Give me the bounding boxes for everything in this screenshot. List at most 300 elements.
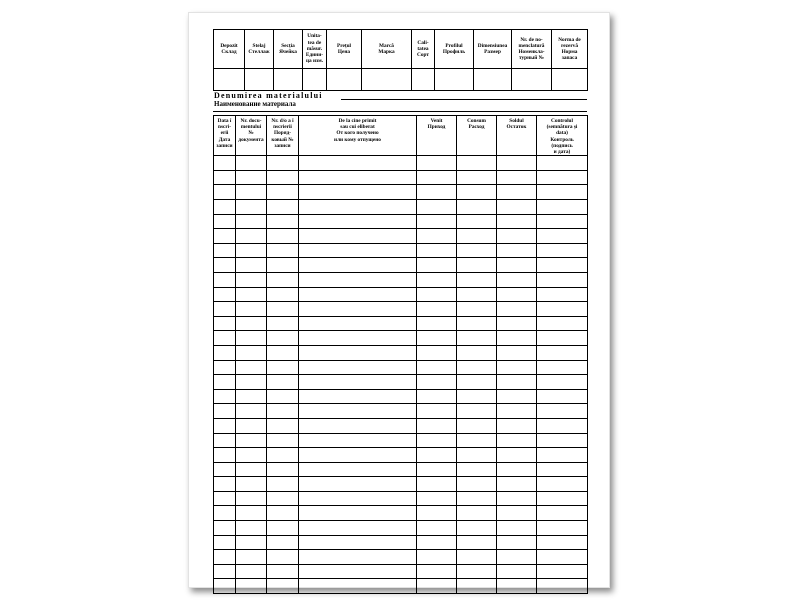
- table-cell[interactable]: [537, 331, 588, 346]
- table-cell[interactable]: [537, 521, 588, 536]
- table-cell[interactable]: [497, 214, 537, 229]
- table-cell[interactable]: [457, 360, 497, 375]
- table-cell[interactable]: [457, 418, 497, 433]
- table-cell[interactable]: [214, 535, 236, 550]
- column-header: [214, 116, 236, 156]
- table-cell[interactable]: [457, 345, 497, 360]
- table-cell[interactable]: [497, 360, 537, 375]
- table-cell[interactable]: [267, 272, 299, 287]
- table-cell[interactable]: [417, 243, 457, 258]
- table-cell[interactable]: [267, 360, 299, 375]
- value-cell[interactable]: [245, 69, 274, 91]
- table-cell[interactable]: [267, 170, 299, 185]
- table-cell[interactable]: [497, 535, 537, 550]
- table-cell[interactable]: [299, 375, 417, 390]
- table-cell[interactable]: [267, 331, 299, 346]
- table-cell[interactable]: [537, 433, 588, 448]
- table-row: [214, 521, 588, 536]
- table-cell[interactable]: [497, 579, 537, 594]
- table-cell[interactable]: [537, 389, 588, 404]
- table-cell[interactable]: [537, 200, 588, 215]
- table-cell[interactable]: [236, 200, 267, 215]
- table-cell[interactable]: [417, 156, 457, 171]
- table-cell[interactable]: [299, 200, 417, 215]
- column-header: [552, 30, 588, 69]
- table-cell[interactable]: [497, 462, 537, 477]
- column-header-line: Норма: [561, 49, 578, 55]
- table-cell[interactable]: [267, 258, 299, 273]
- table-cell[interactable]: [299, 448, 417, 463]
- table-row: [214, 287, 588, 302]
- table-cell[interactable]: [457, 375, 497, 390]
- table-cell[interactable]: [214, 185, 236, 200]
- table-cell[interactable]: [299, 521, 417, 536]
- table-cell[interactable]: [457, 491, 497, 506]
- table-row: [214, 389, 588, 404]
- table-cell[interactable]: [299, 287, 417, 302]
- table-cell[interactable]: [537, 185, 588, 200]
- table-cell[interactable]: [457, 564, 497, 579]
- table-cell[interactable]: [457, 535, 497, 550]
- table-cell[interactable]: [537, 258, 588, 273]
- column-header: [327, 30, 362, 69]
- table-cell[interactable]: [537, 345, 588, 360]
- table-cell[interactable]: [299, 433, 417, 448]
- table-cell[interactable]: [537, 302, 588, 317]
- column-header: [274, 30, 303, 69]
- column-header: [457, 116, 497, 156]
- table-cell[interactable]: [537, 316, 588, 331]
- column-header-line: №: [248, 130, 254, 137]
- column-header-line: Поряд-: [273, 130, 292, 137]
- table-cell[interactable]: [214, 331, 236, 346]
- table-row: [214, 462, 588, 477]
- table-cell[interactable]: [417, 316, 457, 331]
- column-header: [362, 30, 412, 69]
- table-cell[interactable]: [214, 579, 236, 594]
- table-cell[interactable]: [214, 404, 236, 419]
- table-cell[interactable]: [537, 287, 588, 302]
- table-cell[interactable]: [299, 462, 417, 477]
- table-cell[interactable]: [299, 579, 417, 594]
- table-cell[interactable]: [497, 185, 537, 200]
- value-cell[interactable]: [214, 69, 245, 91]
- table-cell[interactable]: [267, 200, 299, 215]
- value-cell[interactable]: [327, 69, 362, 91]
- table-cell[interactable]: [497, 287, 537, 302]
- table-cell[interactable]: [497, 331, 537, 346]
- table-cell[interactable]: [214, 287, 236, 302]
- table-cell[interactable]: [537, 229, 588, 244]
- table-cell[interactable]: [214, 521, 236, 536]
- table-cell[interactable]: [417, 404, 457, 419]
- table-cell[interactable]: [299, 243, 417, 258]
- table-cell[interactable]: [417, 360, 457, 375]
- table-cell[interactable]: [537, 170, 588, 185]
- table-cell[interactable]: [497, 506, 537, 521]
- table-cell[interactable]: [457, 156, 497, 171]
- table-cell[interactable]: [267, 345, 299, 360]
- column-header-line: rezervă: [561, 42, 578, 49]
- table-cell[interactable]: [214, 243, 236, 258]
- column-header-line: Nr. d/o a î: [271, 118, 294, 124]
- table-cell[interactable]: [497, 564, 537, 579]
- table-cell[interactable]: [214, 360, 236, 375]
- value-cell[interactable]: [512, 69, 552, 91]
- table-cell[interactable]: [417, 185, 457, 200]
- table-cell[interactable]: [236, 491, 267, 506]
- table-cell[interactable]: [457, 404, 497, 419]
- table-cell[interactable]: [497, 316, 537, 331]
- table-cell[interactable]: [417, 389, 457, 404]
- table-cell[interactable]: [299, 418, 417, 433]
- table-cell[interactable]: [497, 258, 537, 273]
- table-cell[interactable]: [457, 185, 497, 200]
- table-row: [214, 258, 588, 273]
- table-cell[interactable]: [267, 214, 299, 229]
- table-cell[interactable]: [417, 345, 457, 360]
- column-header-line: Nr. docu-: [240, 118, 262, 124]
- table-row: [214, 302, 588, 317]
- value-cell[interactable]: [552, 69, 588, 91]
- column-header: [236, 116, 267, 156]
- column-header-line: tea de: [307, 39, 322, 46]
- table-cell[interactable]: [457, 477, 497, 492]
- table-cell[interactable]: [417, 564, 457, 579]
- table-cell[interactable]: [417, 521, 457, 536]
- table-cell[interactable]: [417, 579, 457, 594]
- table-cell[interactable]: [417, 331, 457, 346]
- table-cell[interactable]: [457, 258, 497, 273]
- table-cell[interactable]: [497, 550, 537, 565]
- table-cell[interactable]: [299, 258, 417, 273]
- table-cell[interactable]: [417, 200, 457, 215]
- table-cell[interactable]: [236, 477, 267, 492]
- table-cell[interactable]: [267, 185, 299, 200]
- table-cell[interactable]: [497, 243, 537, 258]
- table-cell[interactable]: [299, 535, 417, 550]
- table-cell[interactable]: [457, 170, 497, 185]
- table-cell[interactable]: [236, 535, 267, 550]
- table-cell[interactable]: [299, 491, 417, 506]
- table-cell[interactable]: [537, 506, 588, 521]
- table-cell[interactable]: [236, 229, 267, 244]
- table-cell[interactable]: [236, 448, 267, 463]
- value-cell[interactable]: [274, 69, 303, 91]
- table-cell[interactable]: [497, 345, 537, 360]
- table-cell[interactable]: [214, 550, 236, 565]
- table-cell[interactable]: [537, 418, 588, 433]
- table-cell[interactable]: [214, 156, 236, 171]
- table-cell[interactable]: [236, 506, 267, 521]
- table-cell[interactable]: [299, 389, 417, 404]
- table-cell[interactable]: [497, 448, 537, 463]
- table-cell[interactable]: [214, 389, 236, 404]
- table-cell[interactable]: [267, 156, 299, 171]
- table-cell[interactable]: [537, 360, 588, 375]
- table-cell[interactable]: [267, 462, 299, 477]
- table-cell[interactable]: [214, 433, 236, 448]
- column-header-line: ковый №: [271, 136, 294, 143]
- table-cell[interactable]: [214, 345, 236, 360]
- table-cell[interactable]: [417, 550, 457, 565]
- table-cell[interactable]: [267, 521, 299, 536]
- column-header-line: Nr. de no-: [520, 36, 543, 43]
- column-header-line: Unita-: [307, 33, 322, 40]
- table-cell[interactable]: [236, 243, 267, 258]
- table-cell[interactable]: [267, 535, 299, 550]
- column-header-line: Стеллаж: [248, 49, 270, 55]
- table-cell[interactable]: [497, 404, 537, 419]
- table-cell[interactable]: [457, 550, 497, 565]
- table-cell[interactable]: [457, 316, 497, 331]
- table-cell[interactable]: [214, 272, 236, 287]
- column-header-line: От кого получено: [336, 130, 379, 137]
- table-cell[interactable]: [299, 316, 417, 331]
- table-cell[interactable]: [214, 418, 236, 433]
- table-cell[interactable]: [537, 477, 588, 492]
- column-header-line: или кому отпущено: [334, 136, 381, 143]
- table-cell[interactable]: [236, 214, 267, 229]
- table-cell[interactable]: [497, 375, 537, 390]
- table-cell[interactable]: [267, 477, 299, 492]
- table-cell[interactable]: [497, 302, 537, 317]
- table-cell[interactable]: [214, 258, 236, 273]
- table-cell[interactable]: [214, 214, 236, 229]
- table-cell[interactable]: [457, 506, 497, 521]
- table-cell[interactable]: [267, 418, 299, 433]
- table-cell[interactable]: [267, 229, 299, 244]
- table-cell[interactable]: [417, 535, 457, 550]
- column-header-line: Consum: [467, 118, 486, 124]
- table-cell[interactable]: [267, 433, 299, 448]
- table-cell[interactable]: [457, 287, 497, 302]
- table-cell[interactable]: [236, 185, 267, 200]
- table-cell[interactable]: [267, 375, 299, 390]
- table-row: [214, 360, 588, 375]
- table-cell[interactable]: [457, 521, 497, 536]
- table-cell[interactable]: [236, 345, 267, 360]
- table-cell[interactable]: [537, 491, 588, 506]
- table-cell[interactable]: [537, 404, 588, 419]
- table-cell[interactable]: [299, 156, 417, 171]
- table-cell[interactable]: [537, 156, 588, 171]
- table-cell[interactable]: [214, 564, 236, 579]
- table-cell[interactable]: [417, 506, 457, 521]
- table-cell[interactable]: [537, 243, 588, 258]
- table-cell[interactable]: [497, 156, 537, 171]
- table-cell[interactable]: [537, 214, 588, 229]
- table-cell[interactable]: [236, 331, 267, 346]
- column-header-line: (подпись: [551, 142, 573, 149]
- table-cell[interactable]: [236, 258, 267, 273]
- table-cell[interactable]: [457, 579, 497, 594]
- table-cell[interactable]: [299, 404, 417, 419]
- column-header-line: (semnătura și: [546, 124, 578, 131]
- table-cell[interactable]: [537, 550, 588, 565]
- table-row: [214, 345, 588, 360]
- table-cell[interactable]: [236, 170, 267, 185]
- column-header-line: записи: [216, 142, 233, 149]
- table-cell[interactable]: [299, 360, 417, 375]
- table-cell[interactable]: [537, 448, 588, 463]
- column-header-line: Профиль: [442, 49, 466, 55]
- table-cell[interactable]: [214, 462, 236, 477]
- table-cell[interactable]: [214, 316, 236, 331]
- table-cell[interactable]: [417, 477, 457, 492]
- divider: [213, 111, 587, 112]
- table-cell[interactable]: [537, 564, 588, 579]
- table-cell[interactable]: [497, 229, 537, 244]
- table-cell[interactable]: [299, 477, 417, 492]
- table-cell[interactable]: [267, 491, 299, 506]
- table-cell[interactable]: [537, 462, 588, 477]
- table-cell[interactable]: [267, 448, 299, 463]
- table-cell[interactable]: [236, 316, 267, 331]
- column-header-line: Дата: [218, 136, 231, 143]
- table-cell[interactable]: [457, 272, 497, 287]
- column-header-line: запаса: [561, 55, 578, 62]
- table-cell[interactable]: [417, 375, 457, 390]
- material-name-input-line[interactable]: [341, 99, 587, 100]
- value-cell[interactable]: [362, 69, 412, 91]
- table-cell[interactable]: [299, 170, 417, 185]
- table-cell[interactable]: [457, 302, 497, 317]
- table-cell[interactable]: [299, 272, 417, 287]
- table-cell[interactable]: [236, 521, 267, 536]
- table-cell[interactable]: [267, 287, 299, 302]
- table-cell[interactable]: [497, 170, 537, 185]
- table-cell[interactable]: [417, 433, 457, 448]
- value-cell[interactable]: [412, 69, 435, 91]
- table-cell[interactable]: [236, 302, 267, 317]
- table-cell[interactable]: [417, 418, 457, 433]
- table-cell[interactable]: [417, 229, 457, 244]
- table-cell[interactable]: [267, 243, 299, 258]
- table-cell[interactable]: [417, 302, 457, 317]
- table-row: [214, 331, 588, 346]
- table-cell[interactable]: [299, 302, 417, 317]
- table-cell[interactable]: [417, 170, 457, 185]
- table-cell[interactable]: [214, 200, 236, 215]
- table-cell[interactable]: [417, 448, 457, 463]
- table-cell[interactable]: [417, 258, 457, 273]
- table-cell[interactable]: [236, 564, 267, 579]
- column-header: [474, 30, 512, 69]
- value-cell[interactable]: [435, 69, 474, 91]
- table-row: [214, 448, 588, 463]
- table-cell[interactable]: [417, 491, 457, 506]
- table-cell[interactable]: [497, 491, 537, 506]
- table-cell[interactable]: [417, 287, 457, 302]
- table-cell[interactable]: [267, 506, 299, 521]
- column-header-line: Prețul: [336, 42, 352, 49]
- table-cell[interactable]: [299, 331, 417, 346]
- table-cell[interactable]: [214, 448, 236, 463]
- table-cell[interactable]: [236, 433, 267, 448]
- table-cell[interactable]: [457, 389, 497, 404]
- table-cell[interactable]: [267, 579, 299, 594]
- table-cell[interactable]: [236, 156, 267, 171]
- table-cell[interactable]: [299, 345, 417, 360]
- table-cell[interactable]: [457, 229, 497, 244]
- table-cell[interactable]: [497, 272, 537, 287]
- table-cell[interactable]: [214, 229, 236, 244]
- table-cell[interactable]: [497, 433, 537, 448]
- table-cell[interactable]: [214, 375, 236, 390]
- table-cell[interactable]: [236, 462, 267, 477]
- column-header-line: măsur.: [306, 45, 323, 52]
- table-cell[interactable]: [457, 214, 497, 229]
- table-cell[interactable]: [267, 302, 299, 317]
- table-cell[interactable]: [457, 462, 497, 477]
- column-header: [512, 30, 552, 69]
- table-row: [214, 185, 588, 200]
- table-cell[interactable]: [457, 433, 497, 448]
- table-cell[interactable]: [236, 287, 267, 302]
- table-cell[interactable]: [267, 550, 299, 565]
- table-cell[interactable]: [236, 272, 267, 287]
- table-cell[interactable]: [457, 448, 497, 463]
- header-row: [214, 116, 588, 156]
- table-cell[interactable]: [497, 521, 537, 536]
- table-cell[interactable]: [214, 506, 236, 521]
- table-cell[interactable]: [214, 477, 236, 492]
- table-cell[interactable]: [497, 418, 537, 433]
- table-cell[interactable]: [267, 564, 299, 579]
- table-cell[interactable]: [299, 214, 417, 229]
- table-cell[interactable]: [267, 404, 299, 419]
- value-cell[interactable]: [303, 69, 327, 91]
- table-cell[interactable]: [497, 200, 537, 215]
- table-cell[interactable]: [417, 272, 457, 287]
- table-cell[interactable]: [236, 579, 267, 594]
- column-header-line: Номенкла-: [518, 49, 545, 55]
- table-cell[interactable]: [299, 550, 417, 565]
- table-cell[interactable]: [236, 375, 267, 390]
- table-cell[interactable]: [457, 200, 497, 215]
- table-cell[interactable]: [497, 389, 537, 404]
- stock-movement-table: [213, 115, 588, 594]
- value-cell[interactable]: [474, 69, 512, 91]
- table-cell[interactable]: [497, 477, 537, 492]
- table-cell[interactable]: [299, 506, 417, 521]
- table-cell[interactable]: [236, 389, 267, 404]
- table-cell[interactable]: [299, 185, 417, 200]
- table-cell[interactable]: [267, 316, 299, 331]
- table-cell[interactable]: [537, 375, 588, 390]
- table-cell[interactable]: [267, 389, 299, 404]
- table-cell[interactable]: [214, 302, 236, 317]
- table-cell[interactable]: [457, 331, 497, 346]
- table-cell[interactable]: [417, 214, 457, 229]
- table-cell[interactable]: [299, 564, 417, 579]
- table-cell[interactable]: [214, 491, 236, 506]
- table-cell[interactable]: [236, 360, 267, 375]
- table-cell[interactable]: [417, 462, 457, 477]
- table-cell[interactable]: [236, 404, 267, 419]
- table-cell[interactable]: [537, 579, 588, 594]
- table-cell[interactable]: [299, 229, 417, 244]
- table-row: [214, 477, 588, 492]
- table-row: [214, 418, 588, 433]
- table-cell[interactable]: [537, 272, 588, 287]
- table-cell[interactable]: [236, 418, 267, 433]
- table-cell[interactable]: [214, 170, 236, 185]
- table-cell[interactable]: [457, 243, 497, 258]
- table-cell[interactable]: [537, 535, 588, 550]
- table-cell[interactable]: [236, 550, 267, 565]
